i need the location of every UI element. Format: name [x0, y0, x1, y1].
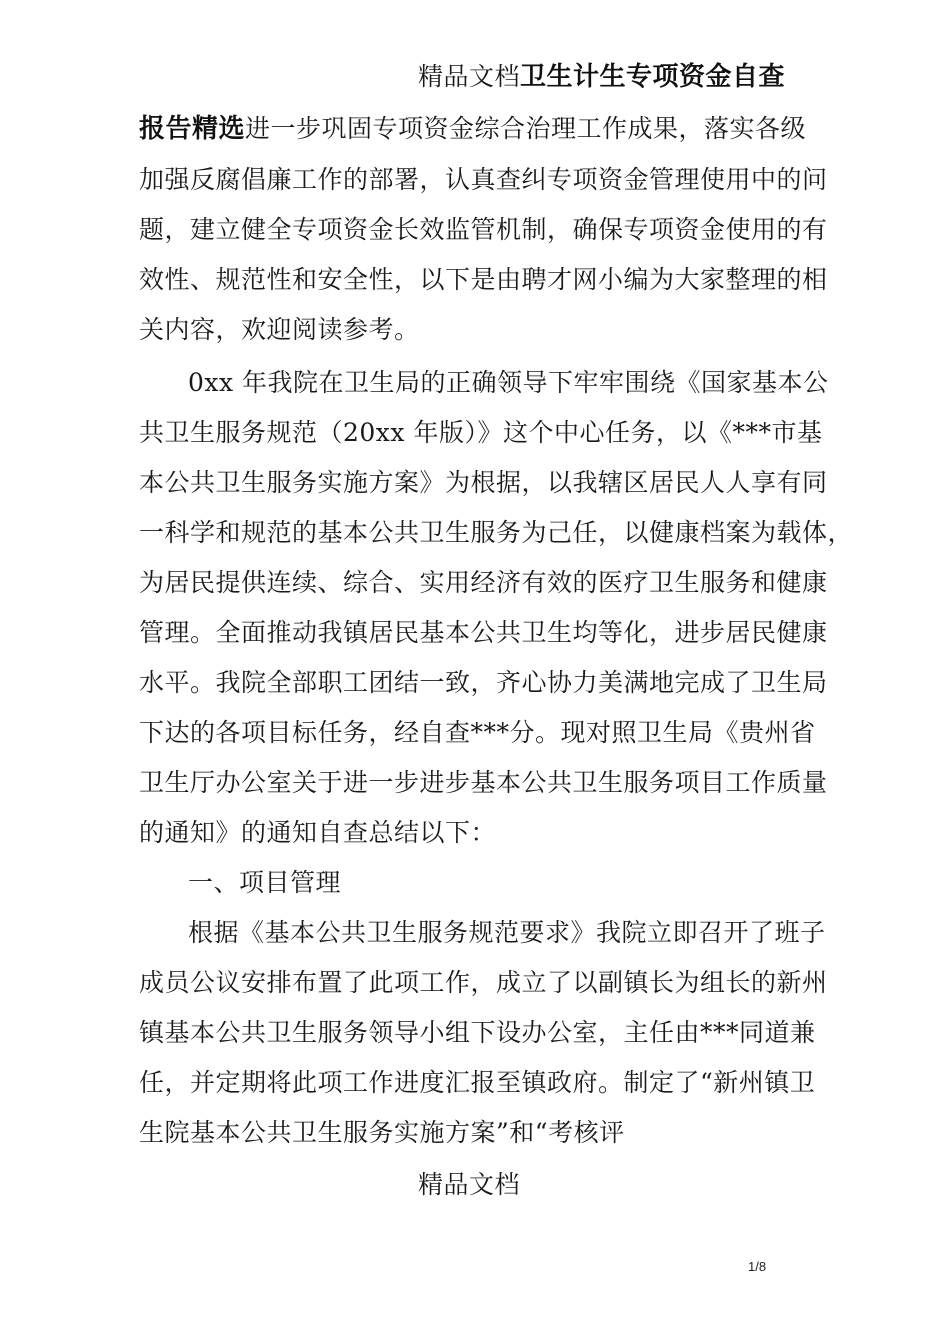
paragraph-line: 一科学和规范的基本公共卫生服务为己任，以健康档案为载体， — [139, 518, 854, 547]
intro-line: 题，建立健全专项资金长效监管机制，确保专项资金使用的有 — [139, 215, 828, 244]
intro-line: 进一步巩固专项资金综合治理工作成果，落实各级 — [245, 114, 807, 143]
paragraph-line: 本公共卫生服务实施方案》为根据，以我辖区居民人人享有同 — [139, 468, 828, 497]
paragraph-line: 镇基本公共卫生服务领导小组下设办公室，主任由***同道兼 — [139, 1018, 816, 1047]
header-label: 精品文档 — [418, 62, 521, 91]
page-number: 1/8 — [748, 1259, 767, 1274]
paragraph-line: 为居民提供连续、综合、实用经济有效的医疗卫生服务和健康 — [139, 568, 828, 597]
paragraph-line: 下达的各项目标任务，经自查***分。现对照卫生局《贵州省 — [139, 718, 816, 747]
paragraph-line: 生院基本公共卫生服务实施方案”和“考核评 — [139, 1118, 625, 1147]
document-title-part1: 卫生计生专项资金自查 — [520, 62, 786, 92]
paragraph-line: 根据《基本公共卫生服务规范要求》我院立即召开了班子 — [188, 918, 826, 947]
paragraph-line: 成员公议安排布置了此项工作，成立了以副镇长为组长的新州 — [139, 968, 828, 997]
paragraph-line: 的通知》的通知自查总结以下： — [139, 818, 497, 847]
document-title-part2: 报告精选 — [139, 114, 246, 144]
paragraph-line: 卫生厅办公室关于进一步进步基本公共卫生服务项目工作质量 — [139, 768, 828, 797]
paragraph-line: 共卫生服务规范（20xx 年版）》这个中心任务，以《***市基 — [139, 418, 823, 447]
intro-line: 关内容，欢迎阅读参考。 — [139, 315, 420, 344]
intro-line: 效性、规范性和安全性，以下是由聘才网小编为大家整理的相 — [139, 265, 828, 294]
paragraph-line: 0xx 年我院在卫生局的正确领导下牢牢围绕《国家基本公 — [188, 368, 829, 397]
section-heading: 一、项目管理 — [188, 868, 342, 897]
header-line — [418, 62, 785, 92]
paragraph-line: 水平。我院全部职工团结一致，齐心协力美满地完成了卫生局 — [139, 668, 828, 697]
paragraph-line: 管理。全面推动我镇居民基本公共卫生均等化，进步居民健康 — [139, 618, 828, 647]
title-continuation-line — [139, 114, 806, 144]
footer-label: 精品文档 — [418, 1170, 521, 1199]
intro-line: 加强反腐倡廉工作的部署，认真查纠专项资金管理使用中的问 — [139, 165, 828, 194]
paragraph-line: 任，并定期将此项工作进度汇报至镇政府。制定了“新州镇卫 — [139, 1068, 816, 1097]
